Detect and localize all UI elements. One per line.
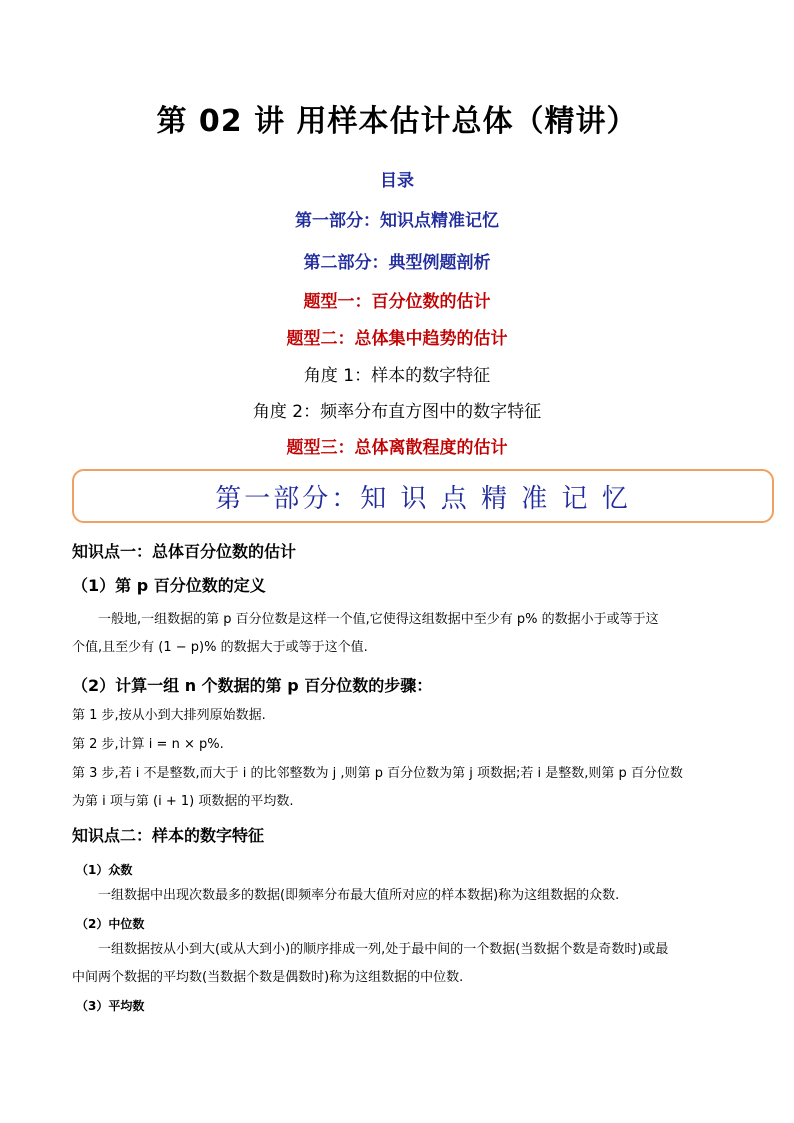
toc-part2[interactable]: 第二部分：典型例题剖析 [303,253,491,273]
kp1-step1: 第 1 步,按从小到大排列原始数据. [72,708,266,723]
toc-angle2[interactable]: 角度 2：频率分布直方图中的数字特征 [252,402,542,422]
kp1-step3-line1: 第 3 步,若 i 不是整数,而大于 i 的比邻整数为 j ,则第 p 百分位数为第 j 项数据;若 i 是整数,则第 p 百分位数 [72,766,683,781]
kp1-heading: 知识点一：总体百分位数的估计 [72,542,297,561]
kp2-heading: 知识点二：样本的数字特征 [72,826,265,845]
toc-heading: 目录 [380,171,414,191]
kp2-median-heading: （2）中位数 [76,917,145,931]
kp2-median-line1: 一组数据按从小到大(或从大到小)的顺序排成一列,处于最中间的一个数据(当数据个数是奇数时)或最 [98,942,669,957]
kp1-sub2: （2）计算一组 n 个数据的第 p 百分位数的步骤： [72,676,433,695]
page-title: 第 02 讲 用样本估计总体（精讲） [156,104,638,139]
kp2-mode-heading: （1）众数 [76,863,133,877]
kp2-mode-text: 一组数据中出现次数最多的数据(即频率分布最大值所对应的样本数据)称为这组数据的众数. [98,888,620,903]
kp1-def-line1: 一般地,一组数据的第 p 百分位数是这样一个值,它使得这组数据中至少有 p% 的数据小于或等于这 [98,612,659,627]
toc-type1[interactable]: 题型一：百分位数的估计 [303,292,491,312]
toc-part1[interactable]: 第一部分：知识点精准记忆 [295,211,499,231]
part1-banner [72,469,774,523]
toc-angle1[interactable]: 角度 1：样本的数字特征 [303,366,491,386]
kp2-mean-heading: （3）平均数 [76,999,145,1013]
toc-type3[interactable]: 题型三：总体离散程度的估计 [286,438,508,458]
kp1-step3-line2: 为第 i 项与第 (i + 1) 项数据的平均数. [72,794,294,809]
toc-type2[interactable]: 题型二：总体集中趋势的估计 [286,329,508,349]
kp1-step2: 第 2 步,计算 i = n × p%. [72,737,224,752]
kp1-def-line2: 个值,且至少有 (1 − p)% 的数据大于或等于这个值. [72,640,368,655]
kp2-median-line2: 中间两个数据的平均数(当数据个数是偶数时)称为这组数据的中位数. [72,970,464,985]
part1-banner-label: 第一部分：知 识 点 精 准 记 忆 [215,483,631,514]
kp1-sub1: （1）第 p 百分位数的定义 [72,576,266,595]
